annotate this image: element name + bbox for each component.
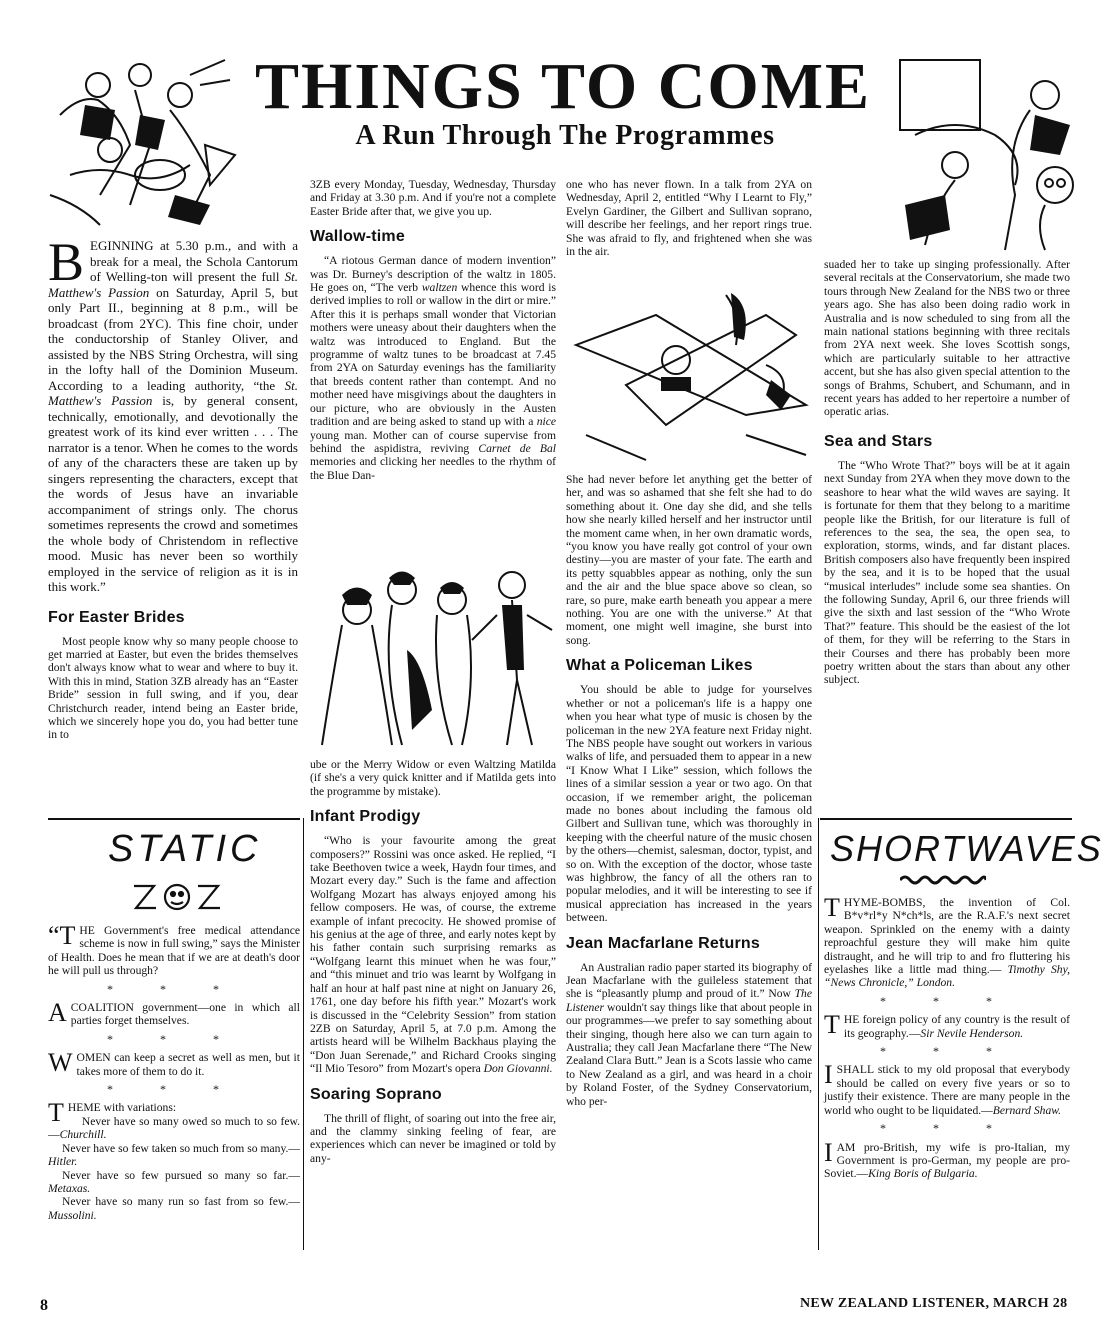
variation-3: Never have so few pursued so many so far.—Metaxas. bbox=[48, 1168, 300, 1195]
page-subtitle: A Run Through The Programmes bbox=[355, 120, 775, 151]
shortwaves-column bbox=[824, 893, 1070, 1181]
shortwaves-top-rule bbox=[820, 818, 1072, 820]
jean-continued: suaded her to take up singing professionally. After several recitals at the Conservatorium, she made two tours through New Zealand for the NBS two or three years ago. She has also been doing radio work in Australia and is now scheduled to sing from all the main national stations beginning with three recitals from 2YA next week. She loves Scottish songs, which are particularly suitable to her attractive accent, but she has also given special attention to the songs of Brahms, Schubert, and Schumann, and in recent years has added to her repertoire a number of operatic arias. bbox=[824, 258, 1070, 419]
static-item-3: WOMEN can keep a secret as well as men, but it takes more of them to do it. bbox=[48, 1048, 300, 1078]
separator-stars: * * * bbox=[107, 1031, 241, 1046]
flying-continued: She had never before let anything get the better of her, and was so ashamed that she felt she had to do something about it. One day she did, and she tells how she nearly killed herself and her instructor until the moment came when, in her own dramatic words, “you know you have really got control of your own destiny—you are master of your fate. The earth and its petty squabbles appear as nothing, only the sun and the air and the blue space above so clean, so rare, so pure, make earth beneath you appear a mere nothing. You are one with the universe.” At that moment, one might well imagine, she burst into song. bbox=[566, 473, 812, 647]
heading-soaring-soprano: Soaring Soprano bbox=[310, 1085, 442, 1103]
variation-4: Never have so many run so fast from so few.—Mussolini. bbox=[48, 1195, 300, 1222]
column-4 bbox=[824, 258, 1070, 687]
waltz-dancers-illustration bbox=[312, 560, 558, 750]
flying-text: one who has never flown. In a talk from 2YA on Wednesday, April 2, entitled “Why I Learnt to Fly,” Evelyn Gardiner, the Gilbert and Sullivan soprano, will describe her feelings, and her report rings true. She was afraid to fly, and frightened when she was in the air. bbox=[566, 178, 812, 259]
drop-cap: B bbox=[48, 232, 85, 292]
heading-easter-brides: For Easter Brides bbox=[48, 608, 185, 626]
page-number: 8 bbox=[40, 1297, 48, 1314]
musicians-illustration bbox=[40, 55, 240, 230]
policeman-text: You should be able to judge for yourselves whether or not a policeman's life is a happy one when you hear what type of music is chosen by the policeman in the new 2YA feature next Friday night. The NBS people have sought out workers in various walks of life, and persuaded them to appear in a new “I Know What I Like” session, which follows the lines of a similar session a year or two ago. On that occasion, if we remember aright, the policeman made no bones about including the famous old Gilbert and Sullivan tune, which was thoroughly in keeping with the cheerful nature of the music chosen by the others—chemist, salesman, doctor, typist, and so on. With the exception of the doctor, whose taste was highbrow, the fancy of all the others ran to popular melodies, and it will be interesting to see if musical appreciation has increased in the years between. bbox=[566, 683, 812, 925]
shortwave-item-2: THE foreign policy of any country is the result of its geography.—Sir Nevile Henderson. bbox=[824, 1010, 1070, 1040]
separator-stars: * * * bbox=[107, 981, 241, 996]
column-divider-3 bbox=[818, 818, 819, 1250]
variation-1: Never have so many owed so much to so few.—Churchill. bbox=[48, 1114, 300, 1142]
intro-paragraph: BEGINNING at 5.30 p.m., and with a break for a meal, the Schola Cantorum of Welling-ton will present the full St. Matthew's Passion on Saturday, April 5, but only Part II., beginning at 8 p.m., will be broadcast (from 2YC). This fine choir, under the conductorship of Stanley Oliver, and assisted by the NBS String Orchestra, will sing in the lofty hall of the Dominion Museum. According to a leading authority, “the St. Matthew's Passion is, by general consent, technically, emotionally, and devotionally the greatest work of its kind ever written . . . The narrator is a tenor. When he comes to the words of any of the characters these are taken up by singers representing the characters, except that the words of Jesus have an invariable accompaniment of strings only. The chorus sometimes represents the crowd and sometimes the whole body of Christendom in reflective mood. Music has never been so worthily employed in the service of religion as it is in this work.” bbox=[48, 232, 298, 594]
static-face-icon bbox=[132, 880, 222, 914]
soprano-text: The thrill of flight, of soaring out into the free air, and the clammy sinking feeling of fear, are experiences which can never be imagined or told by any- bbox=[310, 1111, 556, 1165]
separator-stars: * * * bbox=[880, 1044, 1014, 1059]
column-divider-1 bbox=[303, 818, 304, 1250]
static-column bbox=[48, 921, 300, 1222]
column-1 bbox=[48, 232, 298, 742]
jean-text: An Australian radio paper started its biography of Jean Macfarlane with the guileless statement that she is “pleasantly plump and proud of it.” Now The Listener wouldn't say things like that about people in our programmes—we prefer to say something about their singing, though here also we can turn again to Australia; they call Jean Macfarlane there “The New Zealand Clara Butt.” Jean is a Scots lassie who came to New Zealand as a girl, and was heard in a choir by Roland Foster, of the Sydney Conservatorium, who per- bbox=[566, 960, 812, 1108]
separator-stars: * * * bbox=[107, 1082, 241, 1097]
column-3-lower bbox=[566, 473, 812, 1108]
static-item-2: ACOALITION government—one in which all parties forget themselves. bbox=[48, 998, 300, 1028]
dancers-illustration bbox=[895, 55, 1085, 255]
static-item-1: “THE Government's free medical attendance scheme is now in full swing,” says the Minister of Health. Does he mean that if we are at death's door he will pull us through? bbox=[48, 921, 300, 978]
continued-text: 3ZB every Monday, Tuesday, Wednesday, Thursday and Friday at 3.30 p.m. And if you're not a complete Easter Bride after that, we give you up. bbox=[310, 178, 556, 218]
column-3 bbox=[566, 178, 812, 258]
shortwave-item-4: IAM pro-British, my wife is pro-Italian, my Government is pro-German, my people are pro-Soviet.—King Boris of Bulgaria. bbox=[824, 1137, 1070, 1181]
separator-stars: * * * bbox=[880, 1121, 1014, 1136]
shortwave-item-3: ISHALL stick to my old proposal that everybody should be called on every five years or so to justify their existence. There are many people in the world who ought to be liquidated.—Bernard Shaw. bbox=[824, 1060, 1070, 1117]
static-heading: STATIC bbox=[108, 828, 262, 870]
heading-wallow-time: Wallow-time bbox=[310, 228, 405, 246]
variation-2: Never have so few taken so much from so many.—Hitler. bbox=[48, 1141, 300, 1169]
heading-policeman: What a Policeman Likes bbox=[566, 657, 753, 675]
easter-brides-text: Most people know why so many people choose to get married at Easter, but even the brides themselves don't always know what to wear and where to buy it. With this in mind, Station 3ZB already has an “Easter Bride” session in full swing, and if you, dear Christchurch reader, intend being an Easter bride, which we sincerely hope you do, you had better tune in to bbox=[48, 634, 298, 742]
shortwave-item-1: THYME-BOMBS, the invention of Col. B*v*rl*y N*ch*ls, are the R.A.F.'s next secret weapon. Sprinkled on the enemy with a dainty reproachful gesture they will make him quite distraught, and he will trip to and fro fluttering his eyelashes like a little mad thing.— Timothy Shy, “News Chronicle,” London. bbox=[824, 893, 1070, 990]
separator-stars: * * * bbox=[880, 993, 1014, 1008]
column-2 bbox=[310, 178, 556, 482]
heading-infant-prodigy: Infant Prodigy bbox=[310, 808, 421, 826]
wave-decoration-icon bbox=[900, 874, 986, 886]
shortwaves-heading: SHORTWAVES bbox=[830, 828, 1103, 869]
publication-footer: NEW ZEALAND LISTENER, MARCH 28 bbox=[800, 1296, 1068, 1311]
heading-sea-and-stars: Sea and Stars bbox=[824, 432, 933, 450]
prodigy-text: “Who is your favourite among the great composers?” Rossini was once asked. He replied, “I take Beethoven twice a week, Haydn four times, and Mozart every day.” Such is the fame and affection Wolfgang Mozart has always enjoyed among his fellow composers. He was, of course, the extreme example of infant precocity. He showed promise of his genius at the age of three, and early notes kept by his father contain such surprising remarks as “Wolfgang learnt this minuet when he was four,” and “this minuet and trio was learnt by Wolfgang in half an hour at half past nine at night on January 26, 1761, one day before his fifth year.” Mozart's work is discussed in the “Celebrity Session” from station 2ZB on Saturday, April 5, at 7.0 p.m. Among the artists heard will be Wilhelm Backhaus playing the “Don Juan Serenade,” and Richard Crooks singing “Il Mio Tesoro” from Mozart's opera Don Giovanni. bbox=[310, 834, 556, 1076]
column-2-lower bbox=[310, 758, 556, 1165]
static-top-rule bbox=[48, 818, 300, 820]
waltz-continued: ube or the Merry Widow or even Waltzing Matilda (if she's a very quick knitter and if Matilda gets into the programme by mistake). bbox=[310, 758, 556, 798]
heading-jean-macfarlane: Jean Macfarlane Returns bbox=[566, 934, 761, 952]
page-title: THINGS TO COME bbox=[254, 50, 872, 123]
static-item-4: THEME with variations: bbox=[48, 1098, 177, 1128]
sea-stars-text: The “Who Wrote That?” boys will be at it again next Sunday from 2YA when they move down to the seashore to hear what the wild waves are saying. It is fortunate for them that they belong to a maritime people like the British, for our literature is full of references to the sea, the sea, the open sea, to exploration, storms, winds, and far distant places. British composers also have frequently been inspired by the sea, and it is to be hoped that the usual “musical interludes” include some sea shanties. On the following Sunday, April 6, our three friends will give the sixth and last session of the “Who Wrote That?” feature. This should be the easiest of the lot of them, for they will be referring to the Stars in their Courses and there has probably been more poetry written about the stars than about any other subject. bbox=[824, 458, 1070, 687]
wallow-text: “A riotous German dance of modern invention” was Dr. Burney's description of the waltz in 1805. He goes on, “The verb waltzen whence this word is derived implies to roll or wallow in the dirt or mire.” After this it is perhaps small wonder that Victorian mothers were uneasy about their daughters when the waltz was introduced to England. But the programme of waltz tunes to be broadcast at 7.45 from 2YA on Saturday evenings has the familiarity that breeds content rather than contempt. And no mother need have misgivings about the daughters in our picture, who are obviously in the Austen tradition and are being asked to stand up with a nice young man. Mother can of course supervise from behind the aspidistra, reviving Carnet de Bal memories and clicking her needles to the rhythm of the Blue Dan- bbox=[310, 254, 557, 482]
airplane-illustration bbox=[566, 285, 812, 465]
